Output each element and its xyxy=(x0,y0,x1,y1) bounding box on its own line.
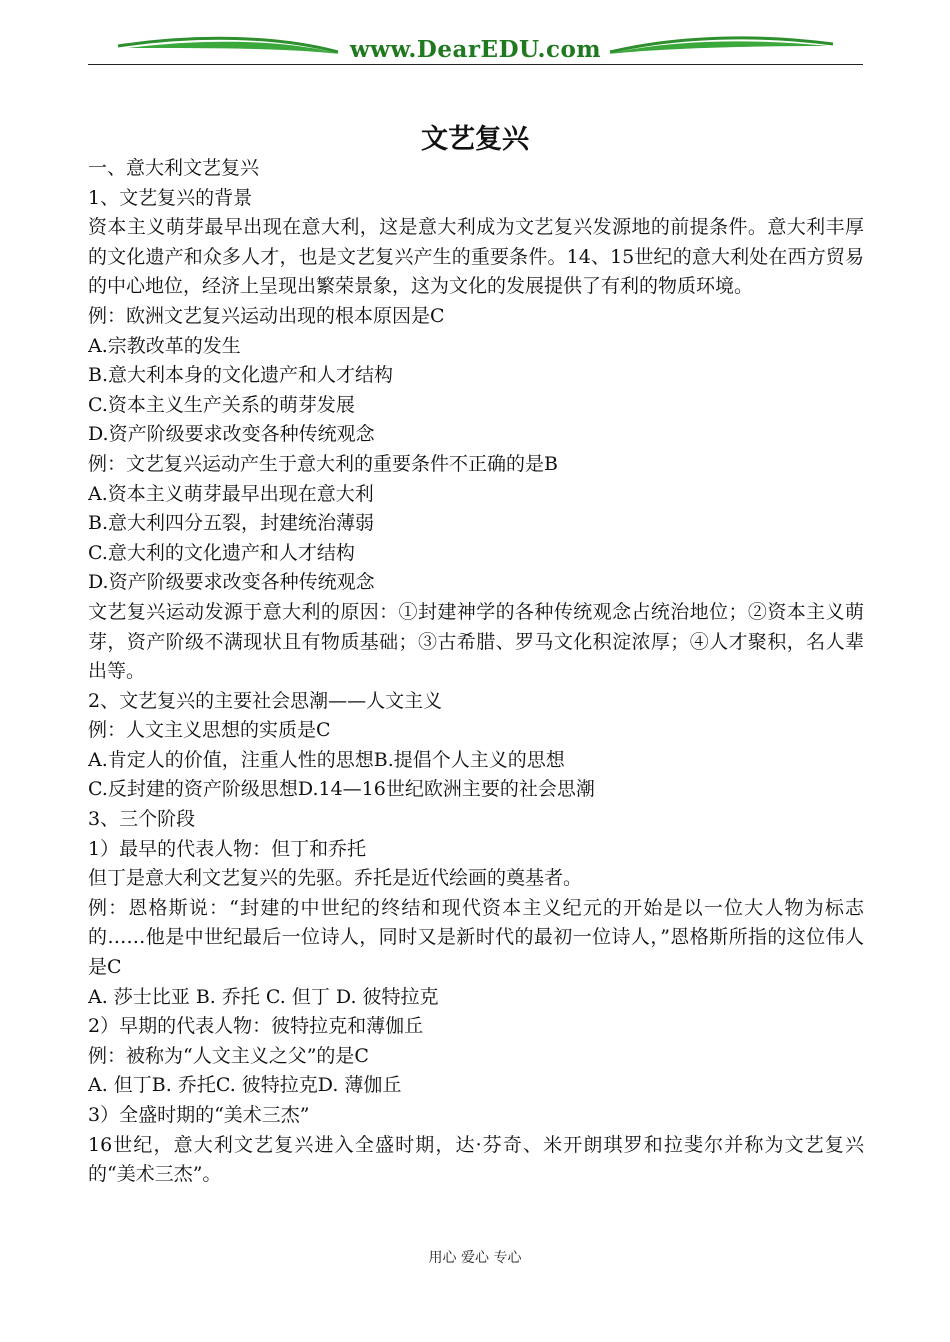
stage-heading: 1）最早的代表人物：但丁和乔托 xyxy=(88,837,367,860)
question-stem: 例：人文主义思想的实质是C xyxy=(88,719,331,742)
option: B.意大利四分五裂，封建统治薄弱 xyxy=(88,512,375,535)
subsection-heading: 2、文艺复兴的主要社会思潮——人文主义 xyxy=(88,689,443,712)
subsection-heading: 1、文艺复兴的背景 xyxy=(88,186,253,209)
question-stem: 例：恩格斯说：“封建的中世纪的终结和现代资本主义纪元的开始是以一位大人物为标志的……他是中世纪最后一位诗人，同时又是新时代的最初一位诗人，”恩格斯所指的这位伟人是C xyxy=(88,896,864,979)
page-title: 文艺复兴 xyxy=(421,124,529,155)
subsection-heading: 3、三个阶段 xyxy=(88,808,196,831)
paragraph: 资本主义萌芽最早出现在意大利，这是意大利成为文艺复兴发源地的前提条件。意大利丰厚的文化遗产和众多人才，也是文艺复兴产生的重要条件。14、15世纪的意大利处在西方贸易的中心地位，经济上呈现出繁荣景象，这为文化的发展提供了有利的物质环境。 xyxy=(88,216,864,298)
question-stem: 例：文艺复兴运动产生于意大利的重要条件不正确的是B xyxy=(88,452,558,475)
paragraph: 文艺复兴运动发源于意大利的原因：①封建神学的各种传统观念占统治地位；②资本主义萌芽，资产阶级不满现状且有物质基础；③古希腊、罗马文化积淀浓厚；④人才聚积，名人辈出等。 xyxy=(88,600,864,683)
question-stem: 例：欧洲文艺复兴运动出现的根本原因是C xyxy=(88,304,445,327)
question-stem: 例：被称为“人文主义之父”的是C xyxy=(88,1044,369,1067)
option: A.宗教改革的发生 xyxy=(88,334,241,357)
document-body xyxy=(88,154,864,1190)
stage-heading: 2）早期的代表人物：彼特拉克和薄伽丘 xyxy=(88,1015,424,1038)
header-rule xyxy=(88,64,863,65)
site-url: www.DearEDU.com xyxy=(349,36,602,63)
option: C.资本主义生产关系的萌芽发展 xyxy=(88,393,355,416)
page-header xyxy=(88,30,863,70)
stage-heading: 3）全盛时期的“美术三杰” xyxy=(88,1104,310,1126)
option: A.资本主义萌芽最早出现在意大利 xyxy=(88,482,374,505)
option: B.意大利本身的文化遗产和人才结构 xyxy=(88,364,394,387)
option: A. 但丁B. 乔托C. 彼特拉克D. 薄伽丘 xyxy=(88,1074,402,1097)
paragraph: 16世纪，意大利文艺复兴进入全盛时期，达·芬奇、米开朗琪罗和拉斐尔并称为文艺复兴的“美术三杰”。 xyxy=(88,1133,864,1186)
page-footer: 用心 爱心 专心 xyxy=(428,1250,522,1266)
option: D.资产阶级要求改变各种传统观念 xyxy=(88,423,375,446)
option: C.反封建的资产阶级思想D.14—16世纪欧洲主要的社会思潮 xyxy=(88,778,595,801)
section-heading: 一、意大利文艺复兴 xyxy=(88,157,260,179)
option: A. 莎士比亚 B. 乔托 C. 但丁 D. 彼特拉克 xyxy=(88,985,439,1008)
option: C.意大利的文化遗产和人才结构 xyxy=(88,541,355,564)
option: A.肯定人的价值，注重人性的思想B.提倡个人主义的思想 xyxy=(88,748,565,771)
paragraph: 但丁是意大利文艺复兴的先驱。乔托是近代绘画的奠基者。 xyxy=(88,867,583,890)
option: D.资产阶级要求改变各种传统观念 xyxy=(88,571,375,594)
